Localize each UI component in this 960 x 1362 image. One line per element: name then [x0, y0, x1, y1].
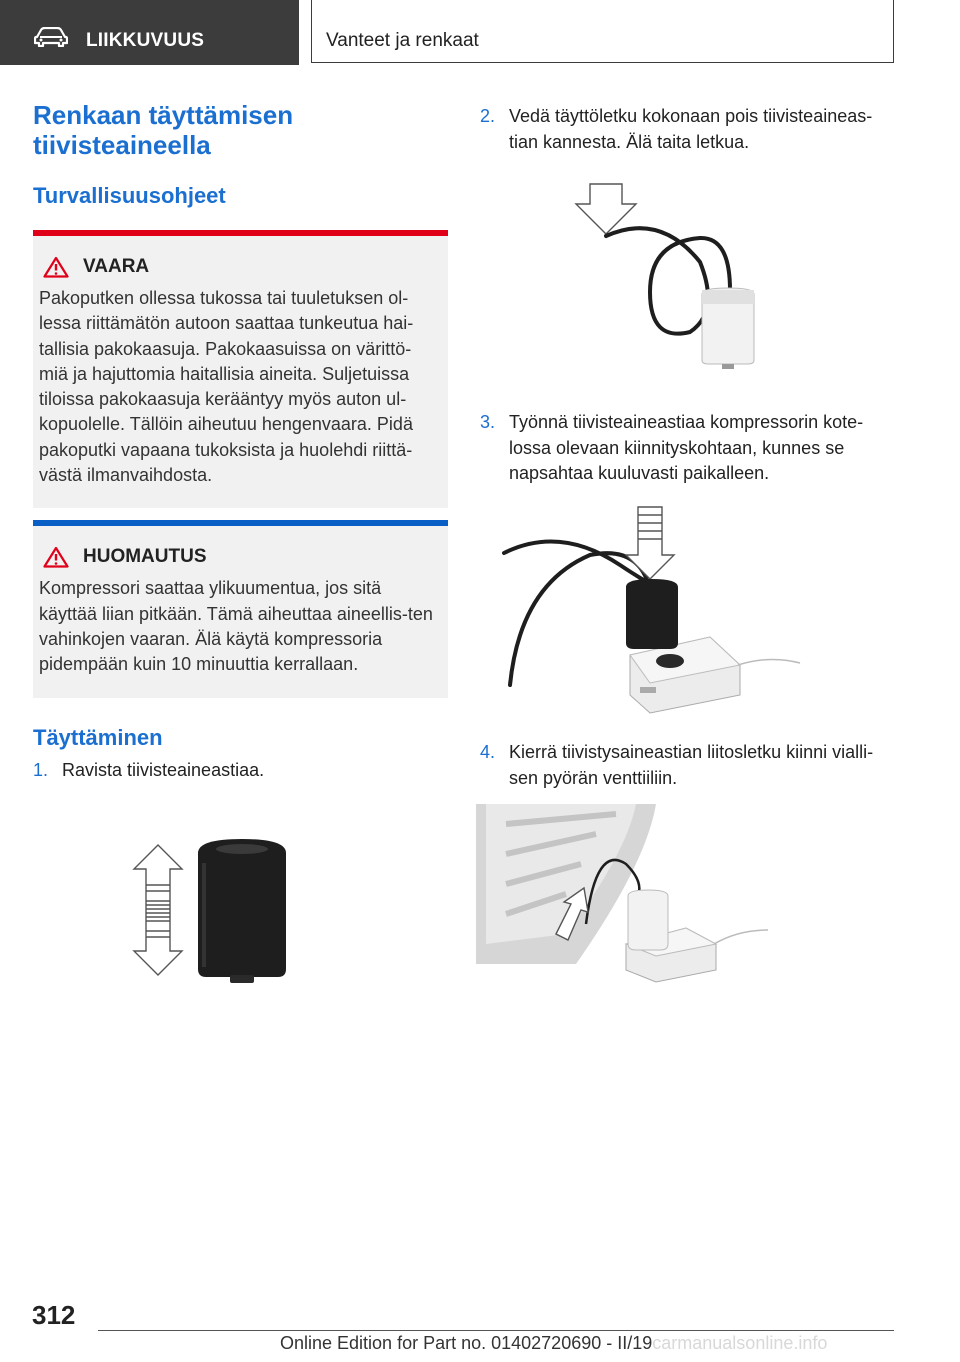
wheel-connection-illustration	[476, 804, 776, 984]
step-number: 3.	[480, 412, 496, 432]
watermark-text: carmanualsonline.info	[652, 1333, 828, 1353]
header-chapter-tab[interactable]	[311, 0, 894, 63]
step-2	[480, 104, 900, 155]
page-number: 312	[32, 1300, 76, 1330]
footer-divider	[98, 1330, 894, 1331]
step-4	[480, 740, 900, 791]
step-1	[33, 758, 448, 784]
step-number: 2.	[480, 106, 496, 126]
sealant-bottle-icon	[628, 890, 668, 950]
danger-text: Pakoputken ollessa tukossa tai tuuletuksen ol-lessa riittämätön autoon saattaa tunkeutua hai-tallisia pakokaasuja. Pakokaasuissa on värittö-miä ja hajuttomia haitallisia aineita. Suljetuissa tiloissa pakokaasuja kerääntyy myös auton ul-kopuolelle. Tällöin aiheutuu hengenvaara. Pidä pakoputki vapaana tukoksista ja huolehdi riittä-västä ilmanvaihdosta.	[39, 288, 414, 486]
down-arrow-icon	[576, 184, 636, 234]
car-icon	[34, 27, 68, 47]
left-column	[33, 100, 448, 783]
caution-text: Kompressori saattaa ylikuumentua, jos sitä käyttää liian pitkään. Tämä aiheuttaa aineellis-ten vahinkojen vaaran. Älä käytä kompressoria pidempään kuin 10 minuuttia kerrallaan.	[39, 578, 433, 675]
edition-text: Online Edition for Part no. 01402720690 - II/19	[280, 1333, 653, 1353]
caution-notice	[33, 520, 448, 697]
step-number: 4.	[480, 742, 496, 762]
right-column-step4	[480, 740, 900, 791]
step-number: 1.	[33, 759, 49, 780]
step-text: Ravista tiivisteaineastiaa.	[62, 759, 265, 780]
shake-bottle-illustration	[130, 835, 300, 985]
sealant-bottle-icon	[198, 839, 286, 983]
step-text: Kierrä tiivistysaineastian liitosletku kiinni vialli-sen pyörän venttiiliin.	[509, 742, 874, 788]
section-title-filling: Täyttäminen	[33, 724, 163, 750]
page-title: Renkaan täyttämisen tiivisteaineella	[33, 100, 294, 160]
danger-title: VAARA	[83, 256, 150, 277]
chapter-label: Vanteet ja renkaat	[326, 30, 479, 51]
danger-notice	[33, 230, 448, 508]
header-section-tab[interactable]	[0, 0, 299, 65]
double-arrow-icon	[134, 845, 182, 975]
warning-triangle-icon	[43, 546, 69, 568]
step-3	[480, 410, 900, 487]
section-label: LIIKKUVUUS	[86, 30, 205, 51]
right-column	[480, 100, 900, 155]
warning-triangle-icon	[43, 256, 69, 278]
step-text: Työnnä tiivisteaineastiaa kompressorin kote-lossa olevaan kiinnityskohtaan, kunnes se napsahtaa kuuluvasti paikalleen.	[509, 412, 864, 483]
sealant-bottle-icon	[626, 579, 678, 649]
caution-title: HUOMAUTUS	[83, 546, 207, 568]
footer-edition	[280, 1333, 827, 1354]
down-arrow-icon	[626, 507, 674, 579]
compressor-illustration	[500, 505, 810, 715]
sealant-bottle-icon	[702, 288, 754, 369]
step-text: Vedä täyttöletku kokonaan pois tiivisteaineas-tian kannesta. Älä taita letkua.	[509, 106, 873, 152]
section-subtitle: Turvallisuusohjeet	[33, 183, 226, 208]
pull-hose-illustration	[570, 182, 770, 372]
right-column-step3	[480, 410, 900, 487]
